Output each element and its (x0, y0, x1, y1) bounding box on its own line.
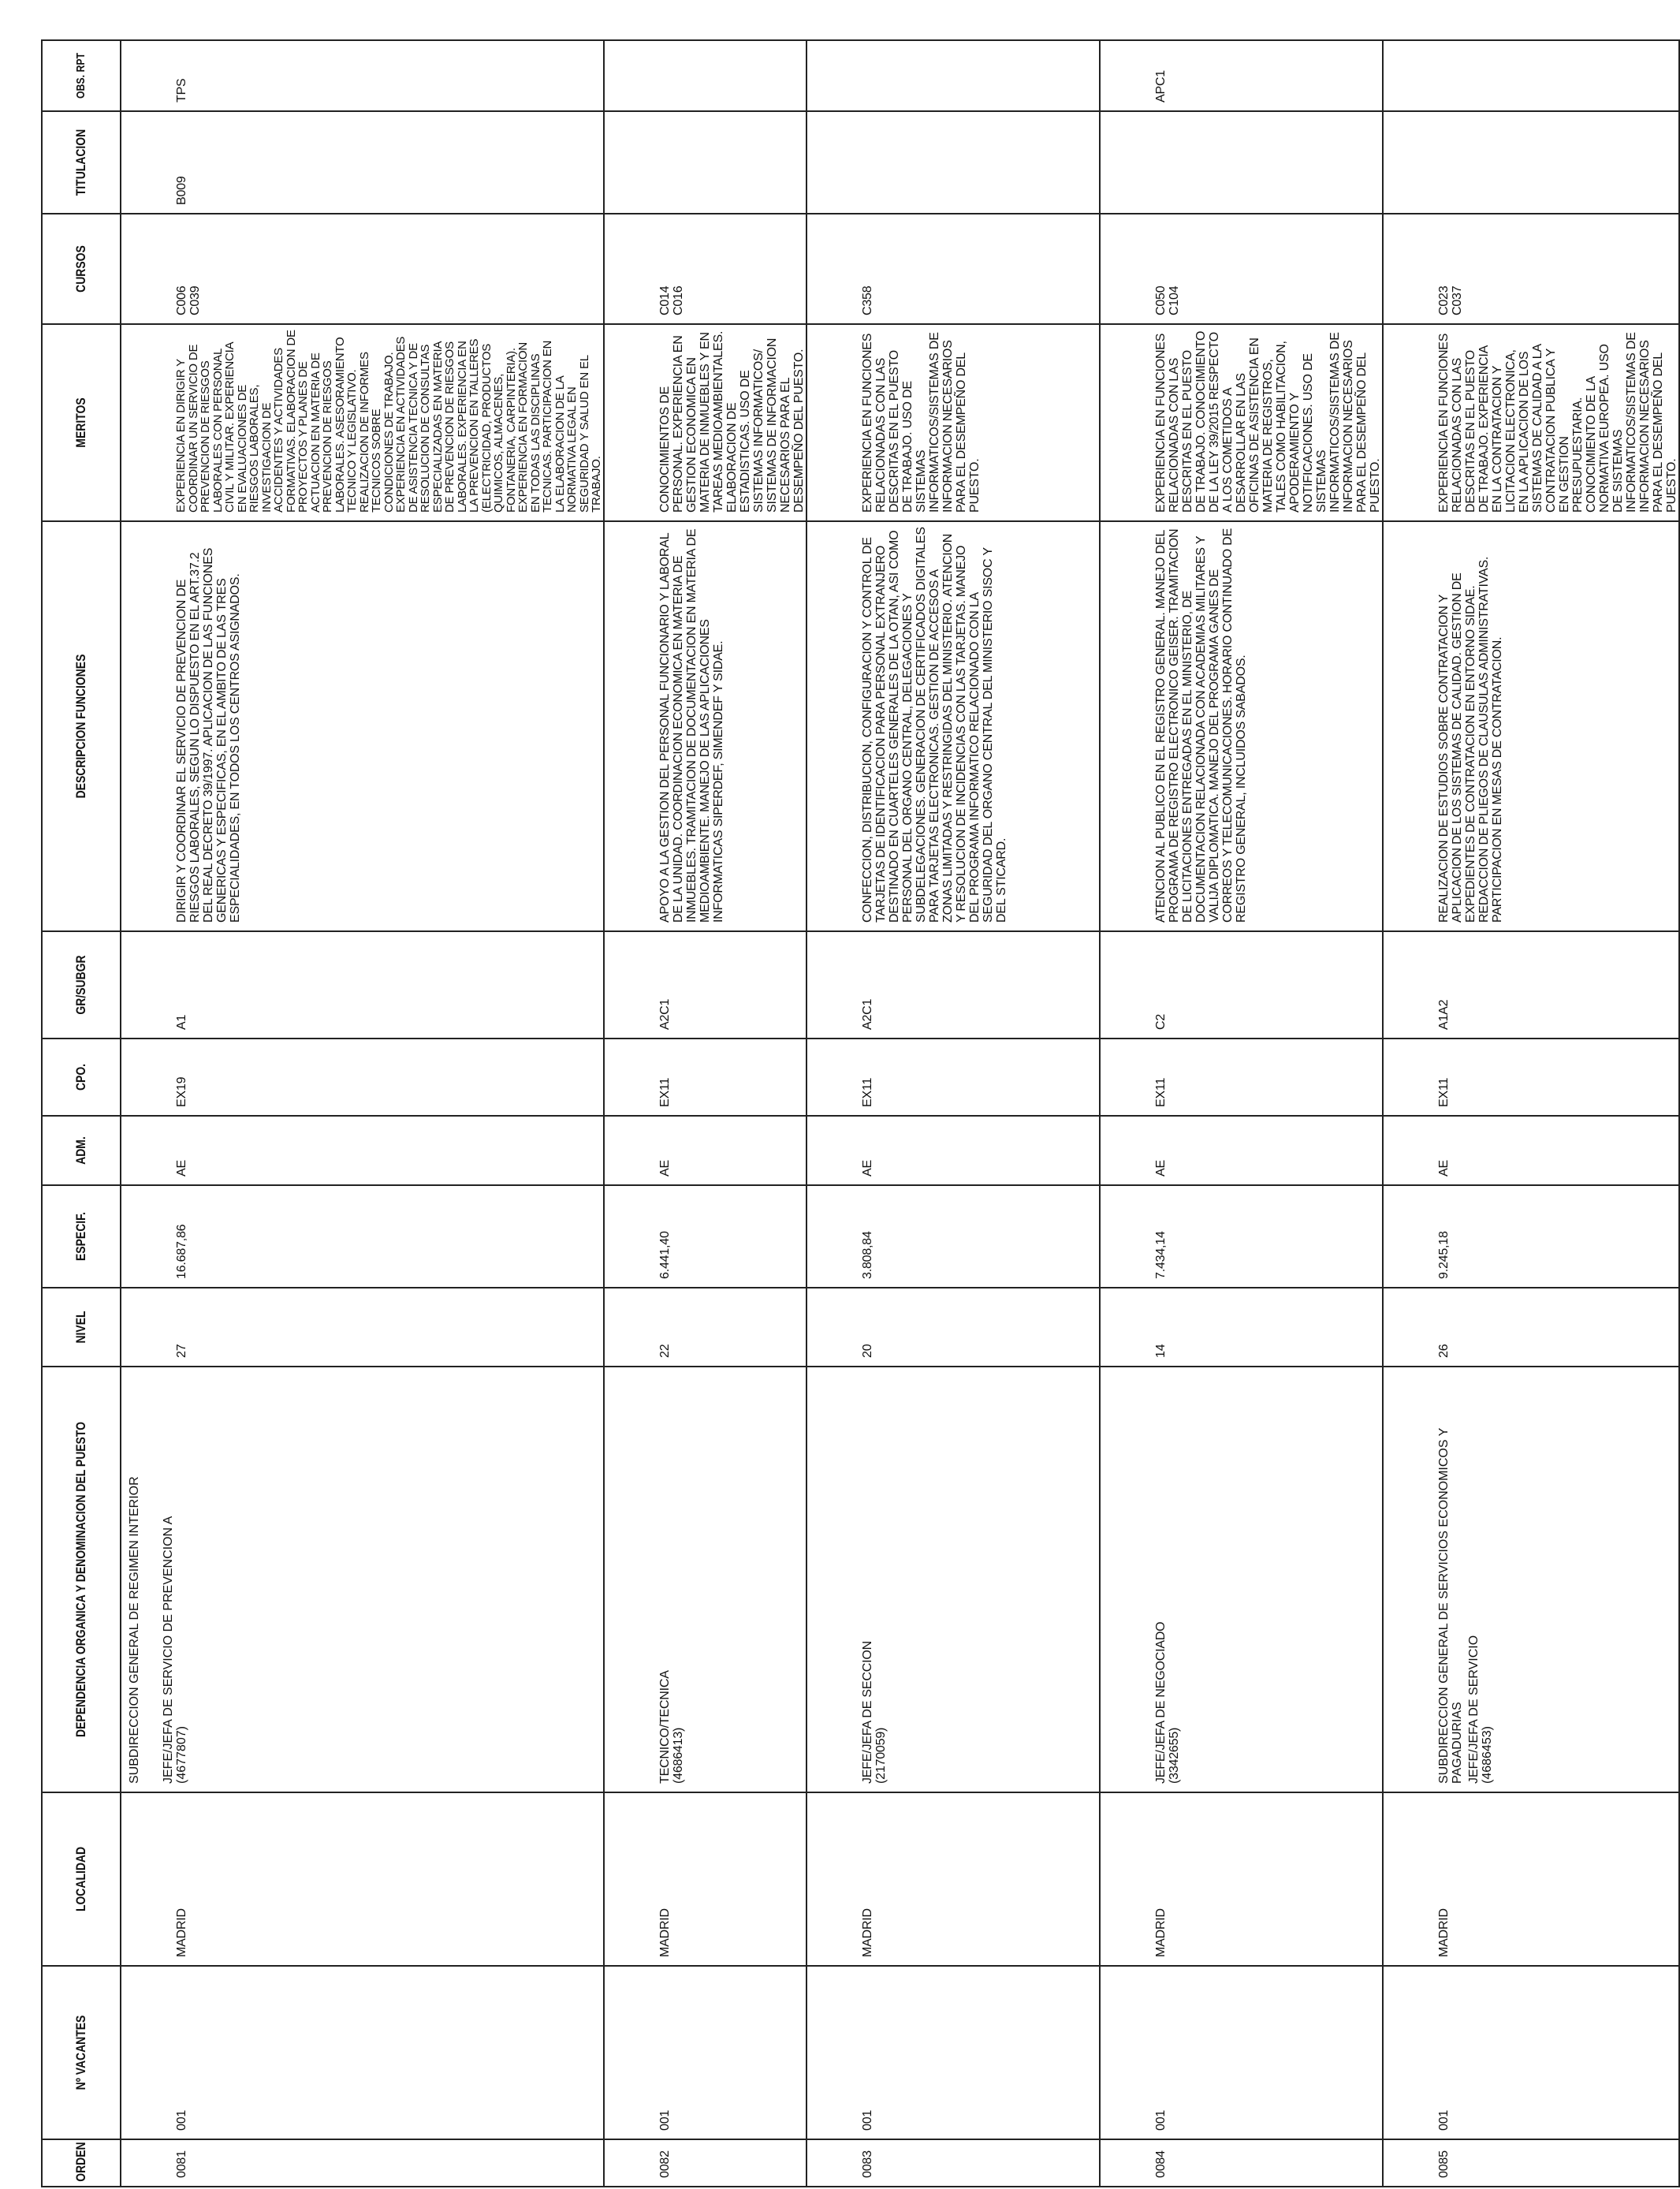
table-row (1100, 40, 1383, 2187)
header-gr: GR/SUBGR (42, 941, 121, 1029)
table-row (806, 40, 1100, 2187)
funciones-cell: REALIZACION DE ESTUDIOS SOBRE CONTRATACION Y APLICACION DE LOS SISTEMAS DE CALIDAD. GESTION DE EXPEDIENTES DE CONTRATACION EN ENTORNO SIDAE. REDACCION DE PLIEGOS DE CLAUSULAS ADMINISTRATIVAS. PARTICIPACION EN MESAS DE CONTRATACION. (1436, 556, 1504, 923)
gr-cell: A1A2 (1436, 999, 1451, 1030)
section-heading: SUBDIRECCION GENERAL DE REGIMEN INTERIOR (128, 1476, 141, 1784)
header-vacantes: Nº VACANTES (42, 1982, 121, 2124)
cpo-cell: EX11 (657, 1077, 672, 1107)
orden-cell: 0084 (1153, 2150, 1168, 2178)
table-row (121, 40, 604, 2187)
obs-cell (1384, 41, 1437, 110)
localidad-cell: MADRID (1436, 1908, 1451, 1957)
header-adm: ADM. (42, 1122, 121, 1179)
curso-code: C050 (1153, 285, 1168, 315)
section-heading: SUBDIRECCION GENERAL DE SERVICIOS ECONOMICOS Y PAGADURIAS (1436, 1427, 1464, 1784)
localidad-cell: MADRID (657, 1908, 672, 1957)
curso-code: C016 (671, 285, 685, 315)
gr-cell: C2 (1153, 1013, 1168, 1030)
puesto-name: JEFE/JEFA DE SERVICIO DE PREVENCION A (162, 1516, 175, 1784)
meritos-cell: EXPERIENCIA EN FUNCIONES RELACIONADAS CON LAS DESCRITAS EN EL PUESTO DE TRABAJO. CONOCIMIENTO DE LA LEY 39/2015 RESPECTO A LOS COMETIDOS A DESARROLLAR EN LAS OFICINAS DE ASISTENCIA EN MATERIA DE REGISTROS, TALES COMO HABILITACION, APODERAMIENTO Y NOTIFICACIONES. USO DE SISTEMAS INFORMATICOS/SISTEMAS DE INFORMACION NECESARIOS PARA EL DESEMPEÑO DEL PUESTO. (1153, 330, 1382, 513)
cursos-cell (1384, 214, 1464, 323)
header-dependencia: DEPENDENCIA ORGANICA Y DENOMINACION DEL PUESTO (42, 1405, 121, 1755)
especif-cell: 3.808,84 (860, 1231, 874, 1279)
nivel-cell: 22 (657, 1344, 672, 1358)
gr-cell: A2C1 (860, 998, 874, 1030)
vacantes-cell: 001 (657, 2109, 672, 2131)
header-cursos: CURSOS (42, 224, 121, 315)
puesto-name: JEFE/JEFA DE SECCION (860, 1641, 874, 1784)
puesto-code: (4686413) (671, 1727, 685, 1784)
orden-cell: 0083 (860, 2150, 874, 2178)
titulacion-cell (1384, 112, 1437, 213)
especif-cell: 9.245,18 (1436, 1231, 1451, 1279)
curso-code: C039 (188, 285, 202, 315)
vacantes-cell: 001 (175, 2109, 188, 2131)
localidad-cell: MADRID (175, 1908, 188, 1957)
curso-code: C014 (657, 285, 672, 315)
table-row (1383, 40, 1679, 2187)
cursos-cell (1101, 214, 1181, 323)
nivel-cell: 27 (175, 1344, 188, 1358)
header-orden: ORDEN (42, 2143, 121, 2182)
adm-cell: AE (860, 1160, 874, 1177)
curso-code: C358 (860, 285, 874, 315)
titulacion-cell (1101, 112, 1154, 213)
vacantes-cell: 001 (860, 2109, 874, 2131)
header-obs: OBS. RPT (42, 47, 121, 105)
table-row (604, 40, 806, 2187)
header-nivel: NIVEL (42, 1295, 121, 1359)
puesto-code: (2170059) (874, 1727, 888, 1784)
header-funciones: DESCRIPCION FUNCIONES (42, 558, 121, 894)
orden-cell: 0085 (1436, 2150, 1451, 2178)
gr-cell: A1 (175, 1014, 188, 1030)
vacancies-table (41, 39, 1680, 2187)
vacantes-cell: 001 (1153, 2109, 1168, 2131)
cursos-cell (807, 214, 874, 323)
adm-cell: AE (1153, 1160, 1168, 1177)
header-especif: ESPECIF. (42, 1195, 121, 1279)
especif-cell: 6.441,40 (657, 1231, 672, 1279)
localidad-cell: MADRID (860, 1908, 874, 1957)
especif-cell: 16.687,86 (175, 1224, 188, 1279)
funciones-cell: CONFECCION, DISTRIBUCION, CONFIGURACION Y CONTROL DE TARJETAS DE IDENTIFICACION PARA PERSONAL EXTRANJERO DESTINADO EN CUARTELES GENERALES DE LA OTAN, ASI COMO PERSONAL DEL ORGANO CENTRAL, DELEGACIONES Y SUBDELEGACIONES. GENERACION DE CERTIFICADOS DIGITALES PARA TARJETAS ELECTRONICAS. GESTION DE ACCESOS A ZONAS LIMITADAS Y RESTRINGIDAS DEL MINISTERIO. ATENCION Y RESOLUCION DE INCIDENCIAS CON LAS TARJETAS. MANEJO DEL PROGRAMA INFORMATICO RELACIONADO CON LA SEGURIDAD DEL ORGANO CENTRAL DEL MINISTERIO SISOC Y DEL STICARD. (860, 527, 1008, 923)
puesto-name: JEFE/JEFA DE NEGOCIADO (1153, 1621, 1168, 1784)
curso-code: C037 (1450, 285, 1464, 315)
cursos-cell (605, 214, 685, 323)
funciones-cell: APOYO A LA GESTION DEL PERSONAL FUNCIONARIO Y LABORAL DE LA UNIDAD. COORDINACION ECONOMICA EN MATERIA DE INMUEBLES. TRAMITACION DE DOCUMENTACION EN MATERIA DE MEDIOAMBIENTE. MANEJO DE LAS APLICACIONES INFORMATICAS SIPERDEF, SIMENDEF Y SIDAE. (657, 528, 725, 923)
rpt-sheet (41, 41, 1678, 2187)
meritos-cell: CONOCIMIENTOS DE PERSONAL. EXPERIENCIA EN GESTION ECONOMICA EN MATERIA DE INMUEBLES Y EN TAREAS MEDIOAMBIENTALES. ELABORACION DE ESTADISTICAS. USO DE SISTEMAS INFORMATICOS/ SISTEMAS DE INFORMACION NECESARIOS PARA EL DESEMPEÑO DEL PUESTO. (657, 330, 806, 513)
gr-cell: A2C1 (657, 998, 672, 1030)
titulacion-cell: B009 (175, 176, 188, 205)
header-localidad: LOCALIDAD (42, 1808, 121, 1950)
funciones-cell: DIRIGIR Y COORDINAR EL SERVICIO DE PREVENCION DE RIESGOS LABORALES, SEGUN LO DISPUESTO EN EL ART.37.2 DEL REAL DECRETO 39/1997. APLICACION DE LAS FUNCIONES GENERICAS Y ESPECIFICAS, EN EL AMBITO DE LAS TRES ESPECIALIDADES, EN TODOS LOS CENTROS ASIGNADOS. (175, 547, 242, 923)
header-meritos: MERITOS (42, 342, 121, 504)
obs-cell (605, 41, 658, 110)
meritos-cell: EXPERIENCIA EN DIRIGIR Y COORDINAR UN SERVICIO DE PREVENCION DE RIESGOS LABORALES CON PERSONAL CIVIL Y MILITAR. EXPERIENCIA EN EVALUACIONES DE RIESGOS LABORALES, INVESTIGACION DE ACCIDENTES Y ACTIVIDADES FORMATIVAS. ELABORACION DE PROYECTOS Y PLANES DE ACTUACION EN MATERIA DE PREVENCION DE RIESGOS LABORALES. ASESORAMIENTO TECNICO Y LEGISLATIVO. REALIZACION DE INFORMES TECNICOS SOBRE CONDICIONES DE TRABAJO. EXPERIENCIA EN ACTIVIDADES DE ASISTENCIA TECNICA Y DE RESOLUCION DE CONSULTAS ESPECIALIZADAS EN MATERIA DE PREVENCION DE RIESGOS LABORALES. EXPERIENCIA EN LA PREVENCION EN TALLERES (ELECTRICIDAD, PRODUCTOS QUIMICOS, ALMACENES, FONTANERIA, CARPINTERIA). EXPERIENCIA EN FORMACION EN TODAS LAS DISCIPLINAS TECNICAS. PARTICIPACION EN LA ELABORACION DE LA NORMATIVA LEGAL EN SEGURIDAD Y SALUD EN EL TRABAJO. (174, 330, 603, 513)
nivel-cell: 26 (1436, 1344, 1451, 1358)
curso-code: C006 (175, 285, 188, 315)
puesto-code: (4686453) (1480, 1726, 1494, 1784)
meritos-cell: EXPERIENCIA EN FUNCIONES RELACIONADAS CON LAS DESCRITAS EN EL PUESTO DE TRABAJO. USO DE SISTEMAS INFORMATICOS/SISTEMAS DE INFORMACION NECESARIOS PARA EL DESEMPEÑO DEL PUESTO. (860, 332, 982, 513)
titulacion-cell (807, 112, 861, 213)
header-titulacion: TITULACION (42, 121, 121, 205)
header-row (42, 40, 121, 2187)
meritos-cell: EXPERIENCIA EN FUNCIONES RELACIONADAS CON LAS DESCRITAS EN EL PUESTO DE TRABAJO. EXPERIENCIA EN LA CONTRATACION Y LICITACION ELECTRONICA, EN LA APLICACION DE LOS SISTEMAS DE CALIDAD A LA CONTRATACION PUBLICA Y EN GESTION PRESUPUESTARIA. CONOCIMIENTO DE LA NORMATIVA EUROPEA. USO DE SISTEMAS INFORMATICOS/SISTEMAS DE INFORMACION NECESARIOS PARA EL DESEMPEÑO DEL PUESTO. (1436, 332, 1678, 513)
nivel-cell: 20 (860, 1344, 874, 1358)
puesto-name: TECNICO/TECNICA (657, 1670, 672, 1784)
adm-cell: AE (657, 1160, 672, 1177)
obs-cell (807, 41, 861, 110)
cpo-cell: EX11 (1153, 1077, 1168, 1107)
adm-cell: AE (1436, 1160, 1451, 1177)
puesto-name: JEFE/JEFA DE SERVICIO (1466, 1635, 1481, 1784)
puesto-code: (4677807) (175, 1726, 188, 1784)
nivel-cell: 14 (1153, 1344, 1168, 1358)
curso-code: C023 (1436, 285, 1451, 315)
orden-cell: 0081 (175, 2150, 188, 2178)
adm-cell: AE (175, 1160, 188, 1177)
obs-cell: TPS (175, 78, 188, 103)
obs-cell: APC1 (1153, 70, 1168, 103)
vacantes-cell: 001 (1436, 2109, 1451, 2131)
cpo-cell: EX11 (860, 1077, 874, 1107)
header-cpo: CPO. (42, 1046, 121, 1109)
puesto-code: (3342655) (1167, 1727, 1181, 1784)
cpo-cell: EX19 (175, 1076, 188, 1107)
funciones-cell: ATENCION AL PUBLICO EN EL REGISTRO GENERAL. MANEJO DEL PROGRAMA DE REGISTRO ELECTRONICO GEISER. TRAMITACION DE LICITACIONES ENTREGADAS EN EL MINISTERIO, DE DOCUMENTACION RELACIONADA CON ACADEMIAS MILITARES Y VALIJA DIPLOMATICA. MANEJO DEL PROGRAMA GANES DE CORREOS Y TELECOMUNICACIONES. HORARIO CONTINUADO DE REGISTRO GENERAL, INCLUIDOS SABADOS. (1153, 528, 1248, 923)
curso-code: C104 (1167, 285, 1181, 315)
especif-cell: 7.434,14 (1153, 1231, 1168, 1279)
cpo-cell: EX11 (1436, 1077, 1451, 1107)
cursos-cell (121, 214, 202, 323)
titulacion-cell (605, 112, 658, 213)
orden-cell: 0082 (657, 2150, 672, 2178)
localidad-cell: MADRID (1153, 1908, 1168, 1957)
